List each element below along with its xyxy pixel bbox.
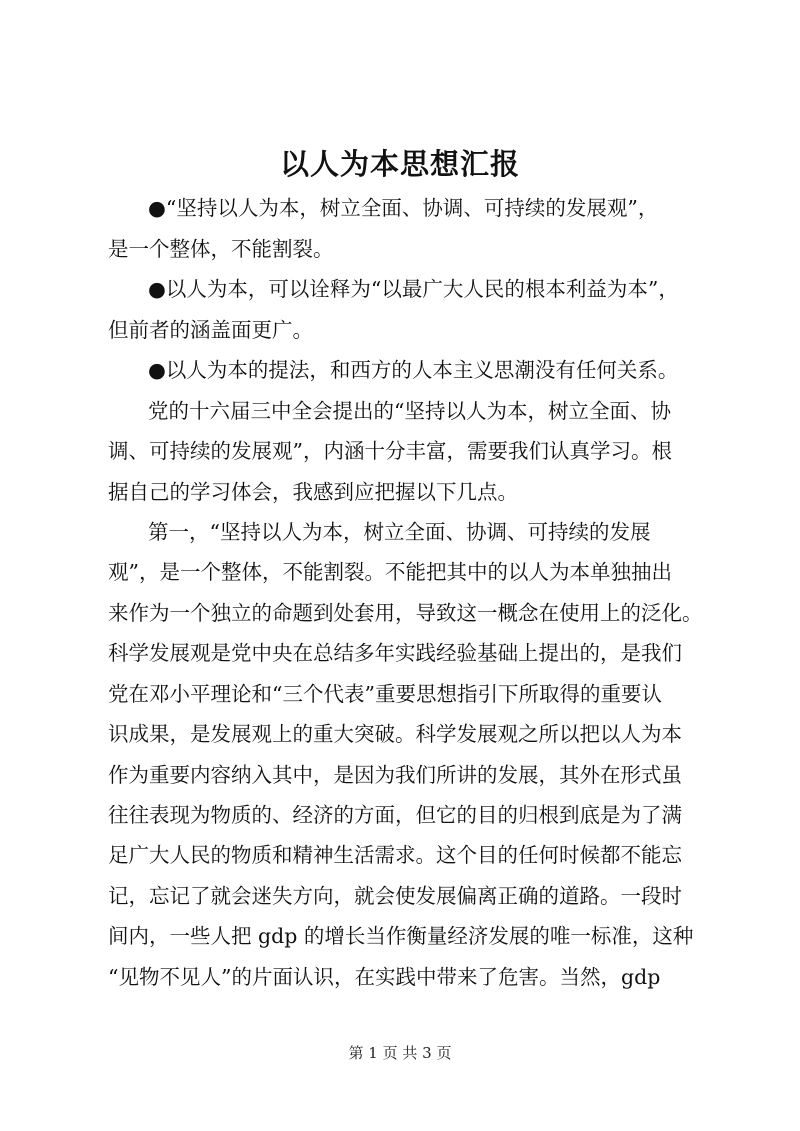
text-line: 足广大人民的物质和精神生活需求。这个目的任何时候都不能忘 xyxy=(108,843,682,867)
text-line: 往往表现为物质的、经济的方面，但它的目的归根到底是为了满 xyxy=(108,803,682,827)
text-line: ●以人为本的提法，和西方的人本主义思潮没有任何关系。 xyxy=(148,358,679,382)
text-line: 据自己的学习体会，我感到应把握以下几点。 xyxy=(108,480,518,504)
text-line: 是一个整体，不能割裂。 xyxy=(108,237,334,261)
text-line: 但前者的涵盖面更广。 xyxy=(108,318,313,342)
document-title: 以人为本思想汇报 xyxy=(279,147,520,181)
text-line: “见物不见人”的片面认识，在实践中带来了危害。当然，gdp xyxy=(108,965,661,989)
text-line: ●“坚持以人为本，树立全面、协调、可持续的发展观”， xyxy=(148,196,659,220)
text-line: 党的十六届三中全会提出的“坚持以人为本，树立全面、协 xyxy=(148,399,671,423)
text-line: 识成果，是发展观上的重大突破。科学发展观之所以把以人为本 xyxy=(108,722,682,746)
page-number-footer: 第 1 页 共 3 页 xyxy=(348,1044,452,1062)
text-line: 间内，一些人把 gdp 的增长当作衡量经济发展的唯一标准，这种 xyxy=(108,924,694,948)
text-line: 调、可持续的发展观”，内涵十分丰富，需要我们认真学习。根 xyxy=(108,439,672,463)
text-line: 来作为一个独立的命题到处套用，导致这一概念在使用上的泛化。 xyxy=(108,601,703,625)
text-line: 作为重要内容纳入其中，是因为我们所讲的发展，其外在形式虽 xyxy=(108,763,682,787)
text-line: 第一，“坚持以人为本，树立全面、协调、可持续的发展 xyxy=(148,520,651,544)
text-line: ●以人为本，可以诠释为“以最广大人民的根本利益为本”， xyxy=(148,277,679,301)
text-line: 观”，是一个整体，不能割裂。不能把其中的以人为本单独抽出 xyxy=(108,560,672,584)
text-line: 记，忘记了就会迷失方向，就会使发展偏离正确的道路。一段时 xyxy=(108,884,682,908)
text-line: 科学发展观是党中央在总结多年实践经验基础上提出的，是我们 xyxy=(108,641,682,665)
text-line: 党在邓小平理论和“三个代表”重要思想指引下所取得的重要认 xyxy=(108,682,662,706)
